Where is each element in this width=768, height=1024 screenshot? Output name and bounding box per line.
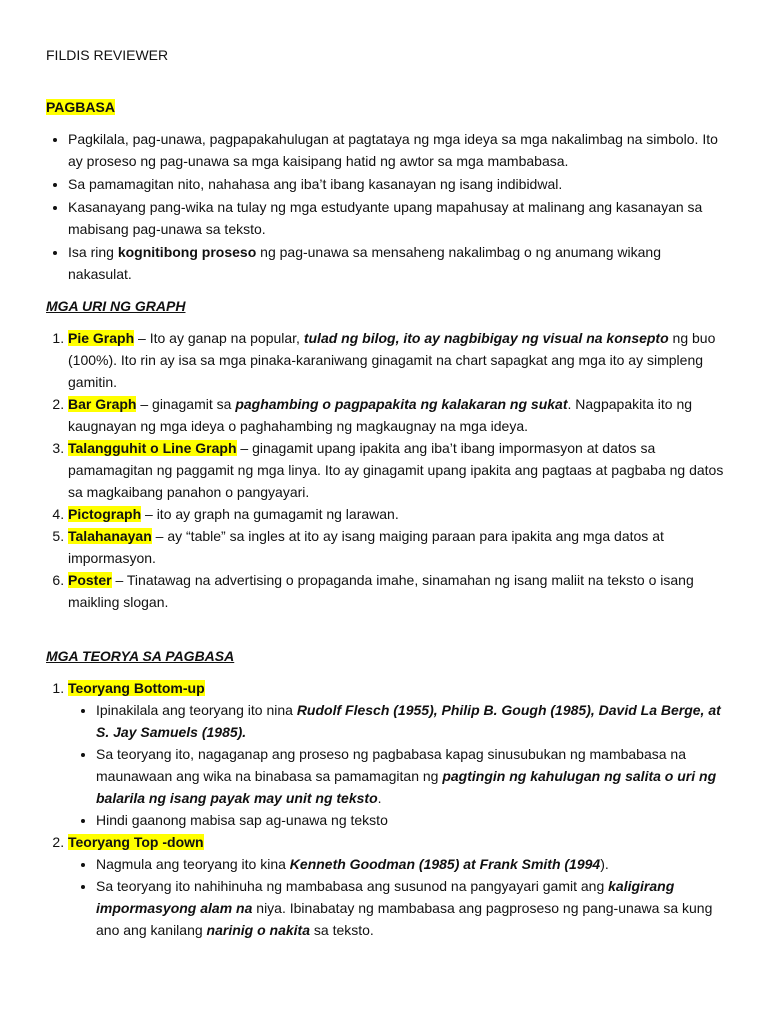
list-item	[68, 525, 726, 569]
teorya-numbered-list	[46, 677, 726, 941]
emphasis-text: kaligirang impormasyong alam na	[96, 878, 675, 916]
section-heading-pagbasa	[46, 96, 726, 118]
list-item	[96, 699, 726, 743]
list-item	[68, 173, 726, 195]
emphasis-text: Kenneth Goodman (1985) at Frank Smith (1994	[289, 856, 601, 872]
theory-title: Teoryang Top -down	[68, 834, 204, 850]
emphasis-text: narinig o nakita	[206, 922, 311, 938]
item-text: – Tinatawag na advertising o propaganda imahe, sinamahan ng isang maliit na teksto o isang maikling slogan.	[68, 572, 694, 610]
item-text: Nagmula ang teoryang ito kina	[96, 856, 290, 872]
graph-term: Talangguhit o Line Graph	[68, 440, 237, 456]
teorya-heading-text: MGA TEORYA SA PAGBASA	[46, 648, 235, 664]
item-text: . Nagpapakita ito ng kaugnayan ng mga ideya o paghahambing ng magkaugnay na mga ideya.	[68, 396, 693, 434]
item-text: Hindi gaanong mabisa sap ag-unawa ng teksto	[96, 812, 388, 828]
section-heading-graph	[46, 295, 726, 317]
list-item	[68, 503, 726, 525]
list-item	[96, 743, 726, 809]
item-text: Sa teoryang ito, nagaganap ang proseso ng pagbabasa kapag sinusubukan ng mambabasa na maunawaan ang wika na binabasa sa pamamagitan ng	[96, 746, 687, 784]
bold-term: kognitibong proseso	[117, 244, 257, 260]
list-item	[68, 393, 726, 437]
graph-numbered-list	[46, 327, 726, 613]
list-item	[96, 853, 726, 875]
bullet-text: Kasanayang pang-wika na tulay ng mga estudyante upang mapahusay at malinang ang kasanayan sa mabisang pag-unawa sa teksto.	[68, 199, 703, 237]
bullet-text: Isa ring	[68, 244, 118, 260]
item-text: – ito ay graph na gumagamit ng larawan.	[141, 506, 399, 522]
section-heading-teorya	[46, 645, 726, 667]
pagbasa-heading-text: PAGBASA	[46, 99, 115, 115]
list-item	[68, 677, 726, 831]
bullet-text: Pagkilala, pag-unawa, pagpapakahulugan at pagtataya ng mga ideya sa mga nakalimbag na simbolo. Ito ay proseso ng pag-unawa sa mga kaisipang hatid ng awtor sa mga mambabasa.	[68, 131, 718, 169]
item-text: niya. Ibinabatay ng mambabasa ang pagproseso ng pang-unawa sa kung ano ang kanilang	[96, 900, 713, 938]
list-item	[68, 437, 726, 503]
bullet-text: Sa pamamagitan nito, nahahasa ang iba’t ibang kasanayan ng isang indibidwal.	[68, 176, 563, 192]
theory-title: Teoryang Bottom-up	[68, 680, 205, 696]
bottom-up-sub-list	[68, 699, 726, 831]
list-item	[96, 875, 726, 941]
item-text: .	[377, 790, 382, 806]
item-text: – ginagamit upang ipakita ang iba’t ibang impormasyon at datos sa pamamagitan ng paggamit ng mga linya. Ito ay ginagamit upang ipakita ang pagtaas at pagbaba ng datos sa magkaibang panahon o pangyayari.	[68, 440, 724, 500]
item-text: – ginagamit sa	[136, 396, 236, 412]
item-text: sa teksto.	[310, 922, 374, 938]
graph-term: Pictograph	[68, 506, 142, 522]
list-item	[68, 569, 726, 613]
emphasis-text: pagtingin ng kahulugan ng salita o uri ng balarila ng isang payak may unit ng teksto	[96, 768, 717, 806]
emphasis-text: tulad ng bilog, ito ay nagbibigay ng visual na konsepto	[303, 330, 669, 346]
document-title: FILDIS REVIEWER	[46, 47, 169, 63]
document-page	[46, 44, 726, 941]
item-text: Sa teoryang ito nahihinuha ng mambabasa ang susunod na pangyayari gamit ang	[96, 878, 609, 894]
emphasis-text: paghambing o pagpapakita ng kalakaran ng sukat	[235, 396, 568, 412]
list-item	[68, 196, 726, 240]
emphasis-text: Rudolf Flesch (1955), Philip B. Gough (1985), David La Berge, at S. Jay Samuels (1985).	[96, 702, 721, 740]
pagbasa-bullet-list	[46, 128, 726, 285]
item-text: ng buo (100%). Ito rin ay isa sa mga pinaka-karaniwang ginagamit na chart sapagkat ang mga ito ay simpleng gamitin.	[68, 330, 716, 390]
list-item	[68, 128, 726, 172]
list-item	[68, 241, 726, 285]
item-text: Ipinakilala ang teoryang ito nina	[96, 702, 297, 718]
top-down-sub-list	[68, 853, 726, 941]
graph-term: Talahanayan	[68, 528, 152, 544]
list-item	[96, 809, 726, 831]
item-text: – ay “table” sa ingles at ito ay isang maiging paraan para ipakita ang mga datos at impormasyon.	[68, 528, 664, 566]
bullet-text: ng pag-unawa sa mensaheng nakalimbag o ng anumang wikang nakasulat.	[68, 244, 661, 282]
item-text: ).	[600, 856, 609, 872]
graph-term: Pie Graph	[68, 330, 135, 346]
list-item	[68, 327, 726, 393]
list-item	[68, 831, 726, 941]
graph-heading-text: MGA URI NG GRAPH	[46, 298, 186, 314]
item-text: – Ito ay ganap na popular,	[134, 330, 304, 346]
graph-term: Poster	[68, 572, 112, 588]
graph-term: Bar Graph	[68, 396, 137, 412]
